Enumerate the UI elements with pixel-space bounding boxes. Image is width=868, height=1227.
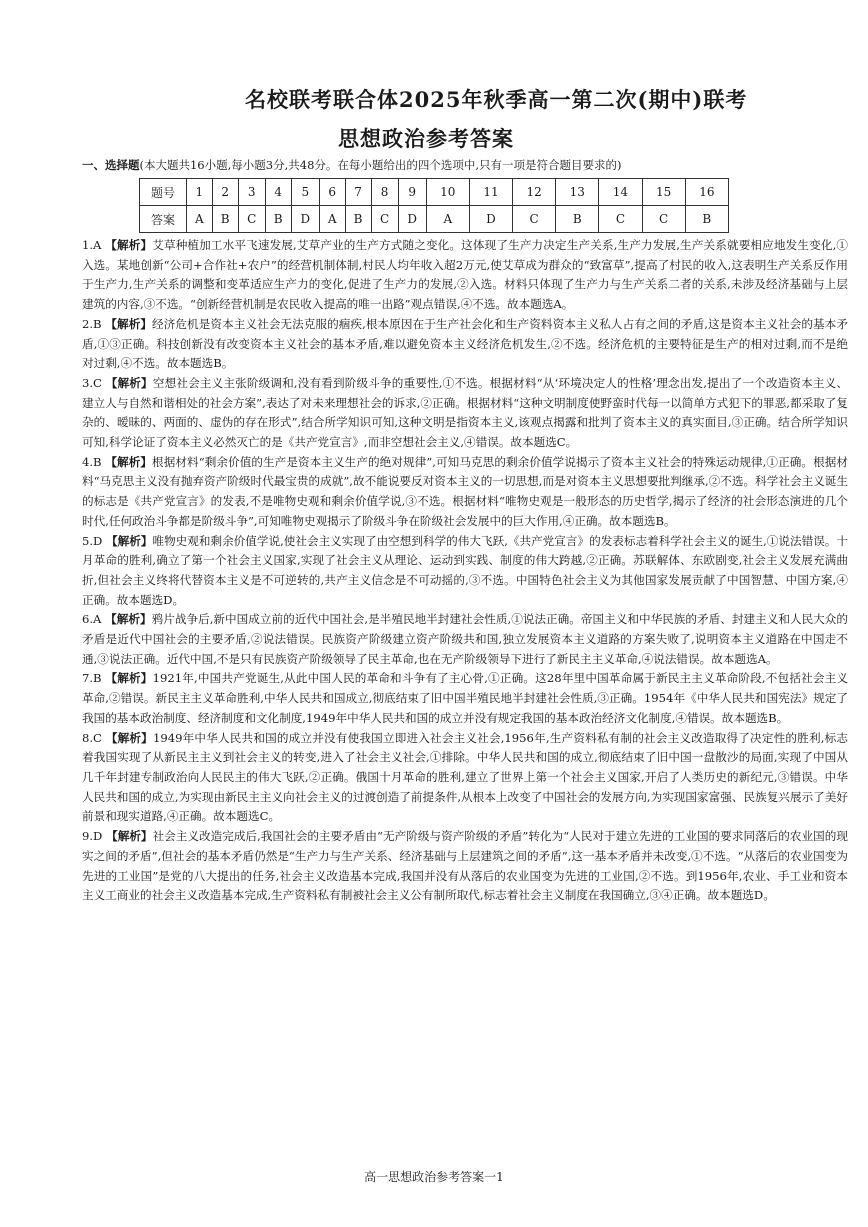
item-number: 9.D	[82, 829, 103, 844]
question-number: 5	[291, 179, 319, 206]
answer-cell: B	[265, 206, 291, 233]
question-number: 2	[212, 179, 238, 206]
answer-cell: A	[187, 206, 213, 233]
analysis-tag: 【解析】	[105, 730, 153, 745]
explanation-item	[82, 827, 848, 906]
section-heading	[82, 157, 842, 173]
question-number: 6	[319, 179, 345, 206]
item-text: 唯物史观和剩余价值学说,使社会主义实现了由空想到科学的伟大飞跃,《共产党宣言》的发表标志着科学社会主义的诞生,①说法错误。十月革命的胜利,确立了第一个社会主义国家,实现了社会主义从理论、运动到实践、制度的伟大跨越,②正确。苏联解体、东欧剧变,社会主义发展充满曲折,但社会主义终将代替资本主义是不可逆转的,共产主义信念是不可动摇的,③不选。中国特色社会主义为其他国家发展贡献了中国智慧、中国方案,④正确。故本题选D。	[82, 533, 848, 607]
answer-cell: B	[212, 206, 238, 233]
question-number: 11	[469, 179, 512, 206]
answer-cell: C	[371, 206, 398, 233]
item-text: 空想社会主义主张阶级调和,没有看到阶级斗争的重要性,①不选。根据材料“从‘环境决定人的性格’理念出发,提出了一个改造资本主义、建立人与自然和谐相处的社会方案”,表达了对未来理想社会的诉求,②正确。根据材料“这种文明制度使野蛮时代每一以简单方式犯下的罪恶,都采取了复杂的、暧昧的、两面的、虚伪的存在形式”,结合所学知识可知,这种文明是指资本主义,该观点揭露和批判了资本主义的真实面目,③正确。结合所学知识可知,科学论证了资本主义必然灭亡的是《共产党宣言》,而非空想社会主义,④错误。故本题选C。	[82, 375, 849, 450]
answer-table	[139, 178, 729, 233]
answer-cell: C	[513, 206, 556, 233]
explanation-item	[82, 315, 848, 374]
question-number: 7	[345, 179, 371, 206]
page-footer: 高一思想政治参考答案一1	[364, 1170, 504, 1184]
question-number: 16	[685, 179, 728, 206]
question-number: 10	[426, 179, 469, 206]
question-number: 12	[513, 179, 556, 206]
item-number: 5.D	[82, 533, 103, 548]
item-text: 1921年,中国共产党诞生,从此中国人民的革命和斗争有了主心骨,①正确。这28年里中国革命属于新民主主义革命阶段,不包括社会主义革命,②错误。新民主主义革命胜利,中华人民共和国成立,彻底结束了旧中国半殖民地半封建社会性质,③正确。1954年《中华人民共和国宪法》规定了我国的基本政治制度、经济制度和文化制度,1949年中华人民共和国的成立并没有规定我国的基本政治经济文化制度,④错误。故本题选B。	[82, 671, 848, 725]
page-title: 名校联考联合体2025年秋季高一第二次(期中)联考	[245, 87, 748, 112]
question-number: 15	[642, 179, 685, 206]
explanation-item	[82, 453, 848, 532]
section-label: 一、选择题	[82, 158, 140, 172]
item-number: 3.C	[82, 375, 102, 390]
explanation-item	[82, 236, 848, 315]
item-text: 1949年中华人民共和国的成立并没有使我国立即进入社会主义社会,1956年,生产资料私有制的社会主义改造取得了决定性的胜利,标志着我国实现了从新民主主义到社会主义的转变,进入了社会主义社会,①排除。中华人民共和国的成立,彻底结束了旧中国一盘散沙的局面,实现了中国从几千年封建专制政治向人民民主的伟大飞跃,②正确。俄国十月革命的胜利,建立了世界上第一个社会主义国家,开启了人类历史的新纪元,③错误。中华人民共和国的成立,为实现由新民主主义向社会主义的过渡创造了前提条件,从根本上改变了中国社会的发展方向,为实现国家富强、民族复兴展示了美好前景和现实道路,④正确。故本题选C。	[82, 730, 848, 824]
question-number: 1	[187, 179, 213, 206]
explanation-item	[82, 610, 848, 669]
analysis-tag: 【解析】	[105, 238, 153, 252]
answer-cell: D	[291, 206, 319, 233]
answer-table-number-row	[140, 179, 729, 206]
question-number: 3	[238, 179, 265, 206]
row-label-answer: 答案	[140, 206, 187, 233]
answer-cell: C	[642, 206, 685, 233]
item-number: 7.B	[82, 671, 102, 686]
analysis-tag: 【解析】	[105, 671, 153, 686]
answer-cell: C	[599, 206, 642, 233]
analysis-tag: 【解析】	[105, 375, 153, 390]
answer-table-answer-row	[140, 206, 729, 233]
answer-cell: A	[426, 206, 469, 233]
answer-cell: B	[685, 206, 728, 233]
explanation-list	[82, 236, 848, 906]
section-instructions: (本大题共16小题,每小题3分,共48分。在每小题给出的四个选项中,只有一项是符合题目要求的)	[139, 158, 622, 172]
item-text: 艾草种植加工水平飞速发展,艾草产业的生产方式随之变化。这体现了生产力决定生产关系,生产力发展,生产关系就要相应地发生变化,①入选。某地创新“公司+合作社+农户”的经营机制体制,村民人均年收入超2万元,使艾草成为群众的“致富草”,提高了村民的收入,这表明生产关系反作用于生产力,生产关系的调整和变革适应生产力的变化,促进了生产力的发展,②入选。材料只体现了生产力与生产关系二者的关系,未涉及经济基础与上层建筑的内容,③不选。“创新经营机制是农民收入提高的唯一出路”观点错误,④不选。故本题选A。	[82, 238, 848, 312]
item-number: 6.A	[82, 612, 102, 627]
analysis-tag: 【解析】	[105, 316, 153, 331]
question-number: 9	[398, 179, 426, 206]
page-subtitle: 思想政治参考答案	[338, 126, 514, 151]
analysis-tag: 【解析】	[106, 533, 153, 548]
item-text: 根据材料“剩余价值的生产是资本主义生产的绝对规律”,可知马克思的剩余价值学说揭示了资本主义社会的特殊运动规律,①正确。根据材料“马克思主义没有抛弃资产阶级时代最宝贵的成就”,故不能说要反对资本主义的一切思想,而是对资本主义思想要批判继承,②不选。科学社会主义诞生的标志是《共产党宣言》的发表,不是唯物史观和剩余价值学说,③不选。根据材料“唯物史观是一般形态的历史哲学,揭示了经济的社会形态演进的几个时代,任何政治斗争都是阶级斗争”,可知唯物史观揭示了阶级斗争在阶级社会发展中的巨大作用,④正确。故本题选B。	[82, 454, 848, 528]
question-number: 4	[265, 179, 291, 206]
item-text: 经济危机是资本主义社会无法克服的痼疾,根本原因在于生产社会化和生产资料资本主义私人占有之间的矛盾,这是资本主义社会的基本矛盾,①③正确。科技创新没有改变资本主义社会的基本矛盾,难以避免资本主义经济危机发生,②不选。经济危机的主要特征是生产的相对过剩,而不是绝对过剩,④不选。故本题选B。	[82, 316, 848, 371]
explanation-item	[82, 374, 848, 453]
analysis-tag: 【解析】	[106, 829, 153, 844]
answer-cell: C	[238, 206, 265, 233]
item-number: 2.B	[82, 316, 102, 331]
answer-cell: D	[469, 206, 512, 233]
item-text: 社会主义改造完成后,我国社会的主要矛盾由“无产阶级与资产阶级的矛盾”转化为“人民对于建立先进的工业国的要求同落后的农业国的现实之间的矛盾”,但社会的基本矛盾仍然是“生产力与生产关系、经济基础与上层建筑之间的矛盾”,这一基本矛盾并未改变,①不选。“从落后的农业国变为先进的工业国”是党的八大提出的任务,社会主义改造基本完成,我国并没有从落后的农业国变为先进的工业国,②不选。到1956年,农业、手工业和资本主义工商业的社会主义改造基本完成,生产资料私有制被社会主义公有制所取代,标志着社会主义制度在我国确立,③④正确。故本题选D。	[82, 829, 848, 903]
question-number: 8	[371, 179, 398, 206]
answer-cell: B	[345, 206, 371, 233]
answer-cell: A	[319, 206, 345, 233]
item-text: 鸦片战争后,新中国成立前的近代中国社会,是半殖民地半封建社会性质,①说法正确。帝国主义和中华民族的矛盾、封建主义和人民大众的矛盾是近代中国社会的主要矛盾,②说法错误。民族资产阶级建立资产阶级共和国,独立发展资本主义道路的方案失败了,说明资本主义道路在中国走不通,③说法正确。近代中国,不是只有民族资产阶级领导了民主革命,也在无产阶级领导下进行了新民主主义革命,④说法错误。故本题选A。	[82, 612, 849, 666]
analysis-tag: 【解析】	[105, 454, 153, 469]
explanation-item	[82, 532, 848, 611]
answer-cell: B	[556, 206, 599, 233]
item-number: 4.B	[82, 454, 102, 469]
explanation-item	[82, 729, 848, 828]
question-number: 13	[556, 179, 599, 206]
question-number: 14	[599, 179, 642, 206]
answer-cell: D	[398, 206, 426, 233]
explanation-item	[82, 669, 848, 728]
analysis-tag: 【解析】	[105, 612, 152, 627]
item-number: 8.C	[82, 730, 102, 745]
row-label-number: 题号	[140, 179, 187, 206]
item-number: 1.A	[82, 238, 102, 252]
